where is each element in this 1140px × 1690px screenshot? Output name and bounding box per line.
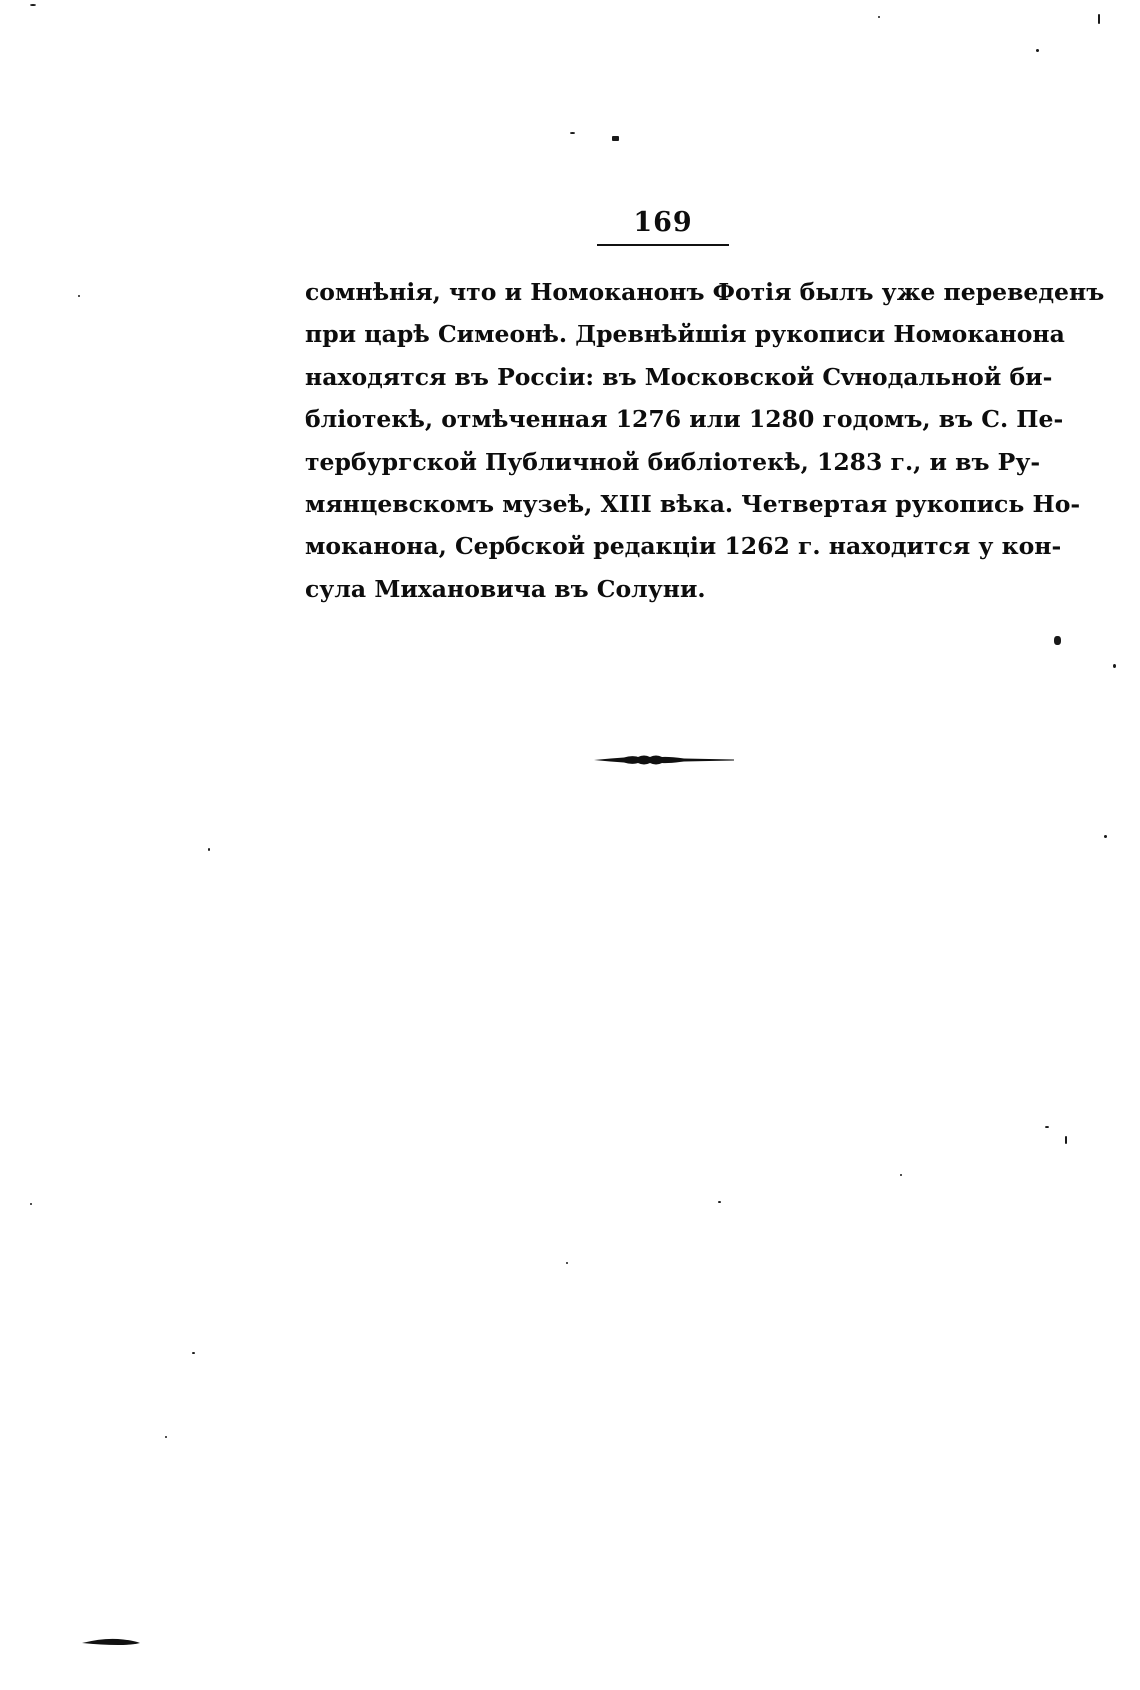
scan-speck bbox=[1104, 835, 1107, 838]
corner-smudge bbox=[82, 1637, 140, 1647]
scan-speck bbox=[900, 1174, 902, 1176]
scan-speck bbox=[878, 16, 880, 18]
scan-speck bbox=[30, 1203, 32, 1205]
page-number: 169 bbox=[633, 207, 693, 238]
text-line: находятся въ Россіи: въ Московской Сvнодальной би- bbox=[305, 362, 1053, 391]
page-number-underline bbox=[597, 244, 729, 246]
text-line: тербургской Публичной библіотекѣ, 1283 г., и въ Ру- bbox=[305, 447, 1041, 476]
scan-speck bbox=[1045, 1126, 1049, 1128]
scan-speck bbox=[165, 1436, 167, 1438]
body-text bbox=[305, 271, 1105, 610]
scan-speck bbox=[1054, 636, 1061, 645]
scan-speck bbox=[1036, 49, 1039, 52]
scan-speck bbox=[566, 1262, 568, 1264]
text-line: моканона, Сербской редакціи 1262 г. находится у кон- bbox=[305, 532, 1062, 561]
scan-speck bbox=[1113, 664, 1116, 668]
text-line: сомнѣнія, что и Номоканонъ Фотія былъ уже переведенъ bbox=[305, 278, 1105, 306]
scan-speck bbox=[1065, 1136, 1067, 1144]
scan-speck bbox=[208, 848, 210, 851]
text-line: сула Михановича въ Солуни. bbox=[305, 574, 706, 603]
scan-speck bbox=[718, 1201, 721, 1203]
scan-speck bbox=[192, 1352, 195, 1354]
scan-speck bbox=[1098, 14, 1100, 24]
scan-speck bbox=[612, 136, 619, 141]
scan-speck bbox=[30, 4, 36, 6]
text-line: мянцевскомъ музеѣ, XIII вѣка. Четвертая рукопись Но- bbox=[305, 489, 1081, 518]
end-ornament-rule bbox=[594, 752, 734, 768]
text-line: бліотекѣ, отмѣченная 1276 или 1280 годомъ, въ С. Пе- bbox=[305, 405, 1064, 434]
scan-speck bbox=[78, 295, 80, 297]
text-line: при царѣ Симеонѣ. Древнѣйшія рукописи Номоканона bbox=[305, 320, 1065, 349]
scan-speck bbox=[570, 132, 575, 134]
